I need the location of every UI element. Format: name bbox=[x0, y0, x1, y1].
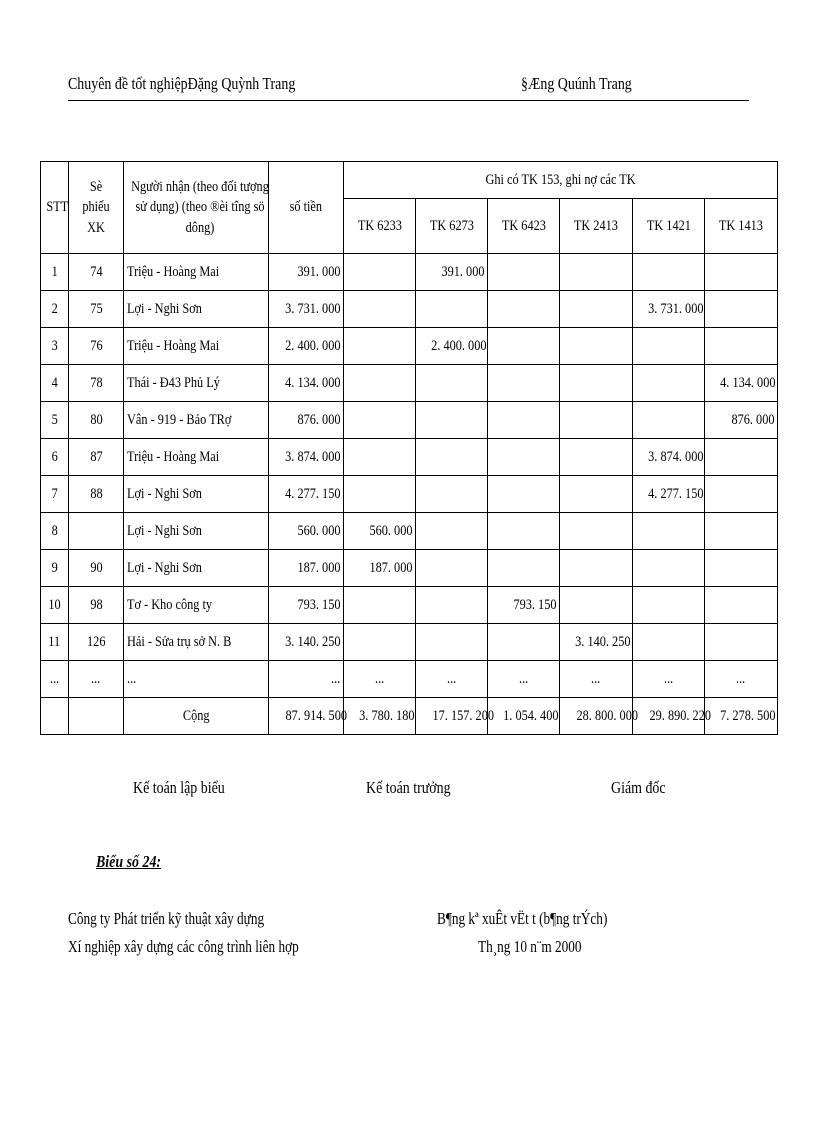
account-value bbox=[488, 513, 560, 550]
amount: 391. 000 bbox=[269, 254, 344, 291]
header-left-title: Chuyên đề tốt nghiệpĐặng Quỳnh Trang bbox=[68, 74, 296, 93]
voucher-number bbox=[69, 513, 124, 550]
account-value bbox=[488, 476, 560, 513]
report-title: B¶ng kª xuÊt vËt t (b¶ng trÝch) bbox=[437, 909, 608, 928]
row-number: 3 bbox=[41, 328, 69, 365]
header-right-author: §Æng Quúnh Trang bbox=[521, 74, 632, 93]
account-value bbox=[705, 476, 778, 513]
account-value bbox=[633, 513, 705, 550]
account-value bbox=[633, 402, 705, 439]
account-value bbox=[705, 291, 778, 328]
table-row bbox=[41, 254, 778, 291]
voucher-number: 74 bbox=[69, 254, 124, 291]
account-value bbox=[633, 328, 705, 365]
account-value bbox=[416, 624, 488, 661]
table-row bbox=[41, 476, 778, 513]
recipient: Tơ - Kho công ty bbox=[124, 587, 269, 624]
header-account: TK 1413 bbox=[705, 199, 778, 254]
amount: 4. 134. 000 bbox=[269, 365, 344, 402]
account-value bbox=[344, 291, 416, 328]
total-account-value: 17. 157. 200 bbox=[416, 698, 488, 735]
account-value bbox=[705, 328, 778, 365]
account-value bbox=[488, 254, 560, 291]
table-row bbox=[41, 291, 778, 328]
account-value bbox=[560, 365, 633, 402]
account-value bbox=[633, 254, 705, 291]
account-value: 391. 000 bbox=[416, 254, 488, 291]
amount: 3. 731. 000 bbox=[269, 291, 344, 328]
header-nguoi-nhan: Người nhận (theo đối tượng sử dụng) (theo ®èi tîng sö dông) bbox=[124, 162, 269, 254]
form-number: Biểu số 24: bbox=[96, 852, 162, 871]
header-account: TK 1421 bbox=[633, 199, 705, 254]
recipient: Triệu - Hoàng Mai bbox=[124, 439, 269, 476]
table-row bbox=[41, 587, 778, 624]
recipient: Triệu - Hoàng Mai bbox=[124, 254, 269, 291]
account-value bbox=[633, 587, 705, 624]
account-value bbox=[705, 254, 778, 291]
table-row bbox=[41, 402, 778, 439]
row-number: 5 bbox=[41, 402, 69, 439]
account-value bbox=[560, 328, 633, 365]
total-row bbox=[41, 698, 778, 735]
amount: 187. 000 bbox=[269, 550, 344, 587]
account-value bbox=[416, 476, 488, 513]
account-value: 2. 400. 000 bbox=[416, 328, 488, 365]
amount: 876. 000 bbox=[269, 402, 344, 439]
table-row bbox=[41, 439, 778, 476]
account-value bbox=[416, 291, 488, 328]
row-number: 4 bbox=[41, 365, 69, 402]
recipient: Hải - Sửa trụ sở N. B bbox=[124, 624, 269, 661]
account-value bbox=[344, 402, 416, 439]
table-cell bbox=[69, 698, 124, 735]
account-value: ... bbox=[633, 661, 705, 698]
account-value bbox=[488, 550, 560, 587]
account-value bbox=[416, 587, 488, 624]
amount: 3. 140. 250 bbox=[269, 624, 344, 661]
header-so-tien: số tiền bbox=[269, 162, 344, 254]
material-issue-table bbox=[40, 161, 778, 735]
account-value bbox=[705, 550, 778, 587]
row-number: ... bbox=[41, 661, 69, 698]
account-value bbox=[416, 550, 488, 587]
account-value: 3. 140. 250 bbox=[560, 624, 633, 661]
row-number: 1 bbox=[41, 254, 69, 291]
account-value bbox=[560, 402, 633, 439]
table-cell bbox=[41, 698, 69, 735]
amount: 3. 874. 000 bbox=[269, 439, 344, 476]
account-value bbox=[488, 439, 560, 476]
recipient: Triệu - Hoàng Mai bbox=[124, 328, 269, 365]
account-value: ... bbox=[705, 661, 778, 698]
header-ghi-co: Ghi có TK 153, ghi nợ các TK bbox=[344, 162, 778, 199]
table-row bbox=[41, 624, 778, 661]
table-row bbox=[41, 550, 778, 587]
account-value: ... bbox=[416, 661, 488, 698]
account-value bbox=[560, 291, 633, 328]
amount: ... bbox=[269, 661, 344, 698]
voucher-number: 75 bbox=[69, 291, 124, 328]
table-row bbox=[41, 365, 778, 402]
header-stt: STT bbox=[41, 162, 69, 254]
total-account-value: 29. 890. 220 bbox=[633, 698, 705, 735]
account-value bbox=[560, 476, 633, 513]
voucher-number: 126 bbox=[69, 624, 124, 661]
account-value bbox=[416, 402, 488, 439]
account-value: 876. 000 bbox=[705, 402, 778, 439]
row-number: 8 bbox=[41, 513, 69, 550]
account-value bbox=[344, 587, 416, 624]
company-name: Công ty Phát triển kỹ thuật xây dựng bbox=[68, 909, 265, 928]
account-value bbox=[705, 624, 778, 661]
account-value: 4. 277. 150 bbox=[633, 476, 705, 513]
voucher-number: 76 bbox=[69, 328, 124, 365]
account-value: ... bbox=[344, 661, 416, 698]
recipient: Lợi - Nghi Sơn bbox=[124, 550, 269, 587]
account-value bbox=[344, 328, 416, 365]
account-value: 3. 731. 000 bbox=[633, 291, 705, 328]
enterprise-name: Xí nghiệp xây dựng các công trình liên hợp bbox=[68, 937, 299, 956]
header-account: TK 2413 bbox=[560, 199, 633, 254]
header-divider bbox=[68, 100, 749, 101]
account-value bbox=[560, 587, 633, 624]
row-number: 7 bbox=[41, 476, 69, 513]
account-value bbox=[560, 513, 633, 550]
account-value bbox=[560, 254, 633, 291]
account-value bbox=[416, 365, 488, 402]
header-account: TK 6423 bbox=[488, 199, 560, 254]
table-row bbox=[41, 661, 778, 698]
voucher-number: 87 bbox=[69, 439, 124, 476]
account-value bbox=[488, 365, 560, 402]
row-number: 11 bbox=[41, 624, 69, 661]
total-account-value: 3. 780. 180 bbox=[344, 698, 416, 735]
total-label: Cộng bbox=[124, 698, 269, 735]
account-value: 187. 000 bbox=[344, 550, 416, 587]
recipient: Lợi - Nghi Sơn bbox=[124, 513, 269, 550]
signature-accountant: Kế toán lập biểu bbox=[133, 778, 225, 797]
recipient: Thái - Đ43 Phủ Lý bbox=[124, 365, 269, 402]
signature-chief-accountant: Kế toán trưởng bbox=[366, 778, 451, 797]
recipient: Vân - 919 - Bảo TRợ bbox=[124, 402, 269, 439]
total-account-value: 28. 800. 000 bbox=[560, 698, 633, 735]
account-value: ... bbox=[488, 661, 560, 698]
account-value: 4. 134. 000 bbox=[705, 365, 778, 402]
account-value: 3. 874. 000 bbox=[633, 439, 705, 476]
account-value bbox=[416, 439, 488, 476]
account-value: 560. 000 bbox=[344, 513, 416, 550]
header-account: TK 6233 bbox=[344, 199, 416, 254]
amount: 4. 277. 150 bbox=[269, 476, 344, 513]
voucher-number: 98 bbox=[69, 587, 124, 624]
header-account: TK 6273 bbox=[416, 199, 488, 254]
total-amount: 87. 914. 500 bbox=[269, 698, 344, 735]
account-value bbox=[344, 476, 416, 513]
voucher-number: ... bbox=[69, 661, 124, 698]
table-body bbox=[41, 254, 778, 698]
amount: 560. 000 bbox=[269, 513, 344, 550]
recipient: Lợi - Nghi Sơn bbox=[124, 291, 269, 328]
voucher-number: 88 bbox=[69, 476, 124, 513]
voucher-number: 78 bbox=[69, 365, 124, 402]
account-value bbox=[560, 550, 633, 587]
row-number: 6 bbox=[41, 439, 69, 476]
table-row bbox=[41, 328, 778, 365]
voucher-number: 80 bbox=[69, 402, 124, 439]
account-value bbox=[705, 587, 778, 624]
voucher-number: 90 bbox=[69, 550, 124, 587]
total-account-value: 1. 054. 400 bbox=[488, 698, 560, 735]
recipient: ... bbox=[124, 661, 269, 698]
account-value bbox=[488, 624, 560, 661]
account-value bbox=[705, 439, 778, 476]
account-value: 793. 150 bbox=[488, 587, 560, 624]
recipient: Lợi - Nghi Sơn bbox=[124, 476, 269, 513]
account-value bbox=[344, 624, 416, 661]
account-value bbox=[488, 291, 560, 328]
total-account-value: 7. 278. 500 bbox=[705, 698, 778, 735]
account-value bbox=[705, 513, 778, 550]
account-value bbox=[344, 365, 416, 402]
account-value bbox=[416, 513, 488, 550]
signature-director: Giám đốc bbox=[611, 778, 666, 797]
row-number: 9 bbox=[41, 550, 69, 587]
amount: 2. 400. 000 bbox=[269, 328, 344, 365]
table-row bbox=[41, 513, 778, 550]
row-number: 2 bbox=[41, 291, 69, 328]
account-value bbox=[344, 439, 416, 476]
account-value: ... bbox=[560, 661, 633, 698]
account-value bbox=[488, 328, 560, 365]
account-value bbox=[633, 365, 705, 402]
account-value bbox=[633, 550, 705, 587]
header-so-phieu: Sè phiếu XK bbox=[69, 162, 124, 254]
account-value bbox=[560, 439, 633, 476]
account-value bbox=[488, 402, 560, 439]
account-value bbox=[344, 254, 416, 291]
amount: 793. 150 bbox=[269, 587, 344, 624]
report-date: Th¸ng 10 n¨m 2000 bbox=[478, 937, 582, 956]
row-number: 10 bbox=[41, 587, 69, 624]
account-value bbox=[633, 624, 705, 661]
